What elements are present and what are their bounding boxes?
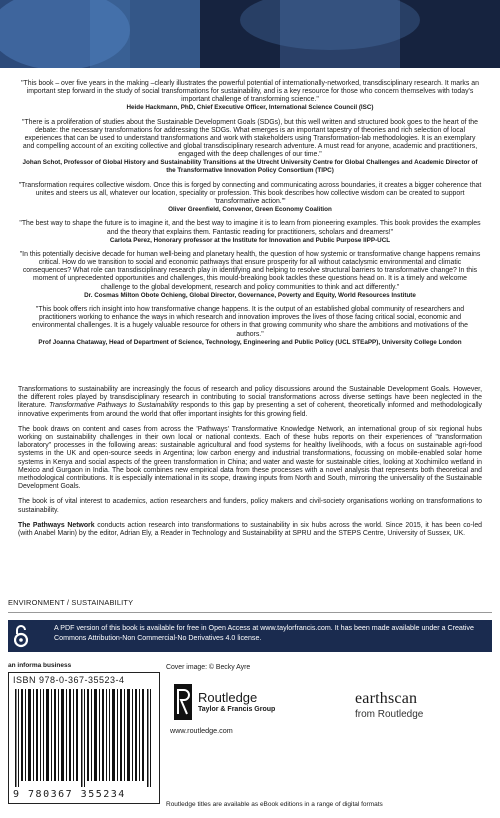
endorsement: [18, 80, 482, 112]
description-text: responds to this gap by presenting a set of coherent, theoretically informed and methodologically innovative experiments from around the world that offer important insights for this growing field.: [18, 402, 482, 418]
earthscan-subtitle: from Routledge: [355, 709, 424, 720]
endorsements: [18, 80, 482, 353]
routledge-wordmark: Routledge: [198, 690, 258, 705]
endorsement-attribution: Heide Hackmann, PhD, Chief Executive Officer, International Science Council (ISC): [126, 104, 374, 112]
endorsement-attribution: Carlota Perez, Honorary professor at the Institute for Innovation and Public Purpose IIPP-UCL: [109, 236, 391, 244]
barcode-graphic: [13, 689, 155, 787]
subject-category: ENVIRONMENT / SUSTAINABILITY: [8, 598, 492, 613]
description-paragraph: The book draws on content and cases from across the 'Pathways' Transformative Knowledge Network, an international group of six regional hubs working on sustainability challenges in their own local or national contexts. Each of these hubs reports on their experiences of "transformation laboratory" processes in the following areas: sustainable agricultural and food systems for healthy livelihoods, with a focus on sustainable agri-food systems in the UK and open-source seeds in Argentina; low carbon energy and industrial transformations, focussing on mobile-enabled solar home systems in Kenya and social aspects of the green transformation in China; and water and waste for sustainable cities, looking at Xochimilco wetland in Mexico and Gurgaon in India. The book combines new empirical data from these processes with a novel analysis that represents both theoretical and methodological contributions. It is especially international in its scope, drawing inputs from North and South, mirroring the universality of the Sustainable Development Goals.: [18, 425, 482, 491]
routledge-logo: [166, 676, 326, 735]
back-cover-content: [0, 68, 500, 808]
description-paragraph: The book is of vital interest to academics, action researchers and funders, policy makers and civil-society organisations working on transformations to sustainability.: [18, 498, 482, 514]
barcode-block: [8, 662, 160, 804]
banner-photo-illustration: [0, 0, 500, 68]
endorsement: [18, 251, 482, 299]
endorsement-text: "This book offers rich insight into how transformative change happens. It is the output of an established global community of researchers and practitioners working to enhance the ways in which research and innovation improves the lives of those facing critical social, economic and environmental challenges. It is a hugely valuable resource for others in that growing community who share the ambitions and motivations of the authors.": [32, 306, 468, 338]
book-title-inline: Transformative Pathways to Sustainability: [49, 402, 179, 410]
endorsement-attribution: Oliver Greenfield, Convenor, Green Economy Coalition: [168, 205, 332, 213]
publisher-footer: [0, 662, 500, 818]
editor-paragraph: [18, 522, 482, 538]
informa-tagline: an informa business: [8, 662, 72, 669]
earthscan-wordmark: earthscan: [355, 690, 418, 707]
open-access-notice: A PDF version of this book is available for free in Open Access at www.taylorfrancis.com. It has been made available under a Creative Commons Attribution-Non Commercial-No Derivatives 4.0 license.: [54, 624, 474, 642]
ebook-note: Routledge titles are available as eBook editions in a range of digital formats: [166, 801, 383, 808]
endorsement: [18, 306, 482, 346]
earthscan-logo: [355, 690, 465, 721]
cover-image-credit: Cover image: © Becky Ayre: [166, 664, 251, 671]
endorsement-text: "The best way to shape the future is to imagine it, and the best way to imagine it is to learn from pioneering examples. This book provides the examples and the theory that explains them. Fantastic reading for practitioners, scholars and dreamers!": [19, 220, 481, 236]
endorsement-text: "There is a proliferation of studies about the Sustainable Development Goals (SDGs), but this well written and structured book goes to the heart of the debate: the necessary transformations for addressing the SDGs. What emerges is an important tapestry of theories and rich selection of local experiences that can be used to understand transformations and work with stakeholders using Transformation-lab methodologies. It is an exemplary and compelling account of an exciting collective and global transdisciplinary research adventure. A must read for anyone, academic and practitioners, engaged with the deep challenges of our time.": [22, 118, 478, 159]
endorsement-attribution: Prof Joanna Chataway, Head of Department of Science, Technology, Engineering and Public Policy (UCL STEaPP), University College London: [38, 338, 462, 346]
endorsement-text: "In this potentially decisive decade for human well-being and planetary health, the question of how systemic or transformative change happens remains critical. How do we transition to social and economic pathways that ensure prosperity for all without cataclysmic environmental and climatic consequences? What role can transdisciplinary research play in identifying and helping to resolve structural barriers to transformative change? In this moment of unprecedented opportunities and challenges, this mould-breaking book tackles these questions head on. It is a timely and welcome challenge to the global development, research and policy communities to think and act differently.": [19, 251, 481, 291]
description-paragraph: [18, 386, 482, 419]
routledge-emblem-icon: [174, 684, 192, 720]
isbn-barcode: [8, 672, 160, 804]
description-text: Transformations to sustainability are increasingly the focus of research and policy discussions around the Sustainable Development Goals. However, the different roles played by transdisciplinary research in contributing to social transformations across diverse settings have been neglected in the literature.: [18, 386, 482, 410]
cover-photo-banner: [0, 0, 500, 68]
open-access-lock-icon: [14, 624, 28, 648]
isbn-digits: 9 780367 355234: [13, 789, 126, 800]
routledge-subtitle: Taylor & Francis Group: [198, 706, 276, 713]
endorsement: [18, 119, 482, 175]
isbn-label: ISBN 978-0-367-35523-4: [13, 675, 125, 685]
endorsement-text: "This book – over five years in the making –clearly illustrates the powerful potential of internationally-networked, transdisciplinary research. It marks an important step forward in the study of social transformations for sustainability, and is a key resource for those who concern themselves with today's important challenge of transforming science.": [21, 80, 479, 104]
network-name: The Pathways Network: [18, 521, 95, 529]
editor-text: conducts action research into transformations to sustainability in six hubs across the world. Since 2015, it has been co-led (with Anabel Marin) by the editor, Adrian Ely, a Reader in Technology and Sustainability at SPRU and the STEPS Centre, University of Sussex, UK.: [18, 521, 482, 538]
publisher-url: www.routledge.com: [170, 726, 233, 735]
endorsement-text: "Transformation requires collective wisdom. Once this is forged by connecting and communicating across boundaries, it creates a bigger coherence that unites and steers us all, whatever our location, speciality or profession. This book describes how collective wisdom can be created to support 'transformative action.'": [18, 181, 482, 205]
book-description: [18, 386, 482, 545]
endorsement-attribution: Johan Schot, Professor of Global History and Sustainability Transitions at the Utrecht University Centre for Global Challenges and Academic Director of the Transformative Innovation Policy Consortium (TIPC): [22, 159, 478, 174]
endorsement-attribution: Dr. Cosmas Milton Obote Ochieng, Global Director, Governance, Poverty and Equity, World Resources Institute: [84, 291, 416, 299]
endorsement: [18, 182, 482, 214]
open-access-band: [8, 620, 492, 652]
endorsement: [18, 220, 482, 244]
